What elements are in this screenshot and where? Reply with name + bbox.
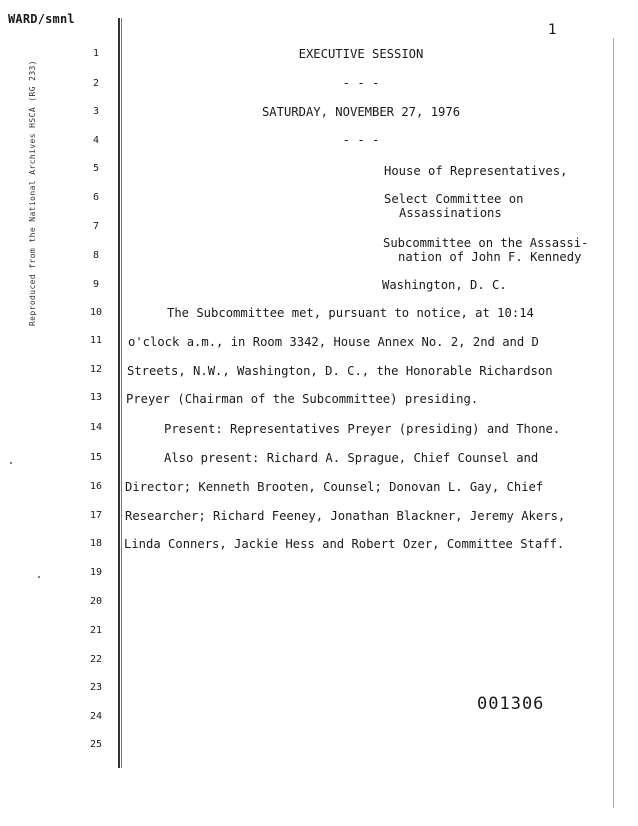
committee-line-cont: Assassinations <box>399 206 502 220</box>
house-line: House of Representatives, <box>384 164 568 178</box>
line-number: 14 <box>89 422 103 433</box>
line-number: 23 <box>89 682 103 693</box>
archive-stamp: Reproduced from the National Archives HSCA (RG 233) <box>28 60 37 327</box>
separator: - - - <box>342 133 380 147</box>
line-number: 20 <box>89 596 103 607</box>
line-number: 10 <box>89 307 103 318</box>
line-number: 7 <box>92 221 100 232</box>
body-line: Researcher; Richard Feeney, Jonathan Blackner, Jeremy Akers, <box>125 509 566 523</box>
line-number: 24 <box>89 711 103 722</box>
line-number: 21 <box>89 625 103 636</box>
line-number: 22 <box>89 654 103 665</box>
line-number: 15 <box>89 452 103 463</box>
session-date: SATURDAY, NOVEMBER 27, 1976 <box>261 105 461 119</box>
line-number: 8 <box>92 250 100 261</box>
line-number: 6 <box>92 192 100 203</box>
subcommittee-line: Subcommittee on the Assassi- <box>383 236 589 250</box>
separator: - - - <box>342 76 380 90</box>
line-number: 1 <box>92 48 100 59</box>
line-number: 13 <box>89 392 103 403</box>
line-number: 2 <box>92 78 100 89</box>
line-number: 25 <box>89 739 103 750</box>
line-number: 11 <box>89 335 103 346</box>
subcommittee-line-cont: nation of John F. Kennedy <box>398 250 582 264</box>
body-line: Preyer (Chairman of the Subcommittee) presiding. <box>126 392 479 406</box>
page-number: 1 <box>548 22 557 38</box>
line-number: 5 <box>92 163 100 174</box>
body-line: Linda Conners, Jackie Hess and Robert Ozer, Committee Staff. <box>124 537 565 551</box>
body-line: Also present: Richard A. Sprague, Chief Counsel and <box>164 451 539 465</box>
document-id: 001306 <box>477 694 545 714</box>
committee-line: Select Committee on <box>384 192 524 206</box>
body-line: The Subcommittee met, pursuant to notice, at 10:14 <box>167 306 534 320</box>
location-line: Washington, D. C. <box>382 278 507 292</box>
body-line: Streets, N.W., Washington, D. C., the Honorable Richardson <box>127 364 553 378</box>
right-margin-rule <box>613 38 614 808</box>
line-number: 3 <box>92 106 100 117</box>
line-number: 12 <box>89 364 103 375</box>
line-number: 18 <box>89 538 103 549</box>
left-margin-rule-inner <box>121 18 122 768</box>
left-margin-rule <box>118 18 120 768</box>
line-number: 4 <box>92 135 100 146</box>
body-line: Director; Kenneth Brooten, Counsel; Donovan L. Gay, Chief <box>125 480 544 494</box>
body-line: o'clock a.m., in Room 3342, House Annex No. 2, 2nd and D <box>128 335 539 349</box>
line-number: 9 <box>92 279 100 290</box>
reporter-code: WARD/smnl <box>8 12 75 26</box>
scan-speck <box>10 462 12 464</box>
scan-speck <box>38 576 40 578</box>
body-line: Present: Representatives Preyer (presiding) and Thone. <box>164 422 561 436</box>
line-number: 19 <box>89 567 103 578</box>
line-number: 17 <box>89 510 103 521</box>
session-title: EXECUTIVE SESSION <box>298 47 424 61</box>
line-number: 16 <box>89 481 103 492</box>
